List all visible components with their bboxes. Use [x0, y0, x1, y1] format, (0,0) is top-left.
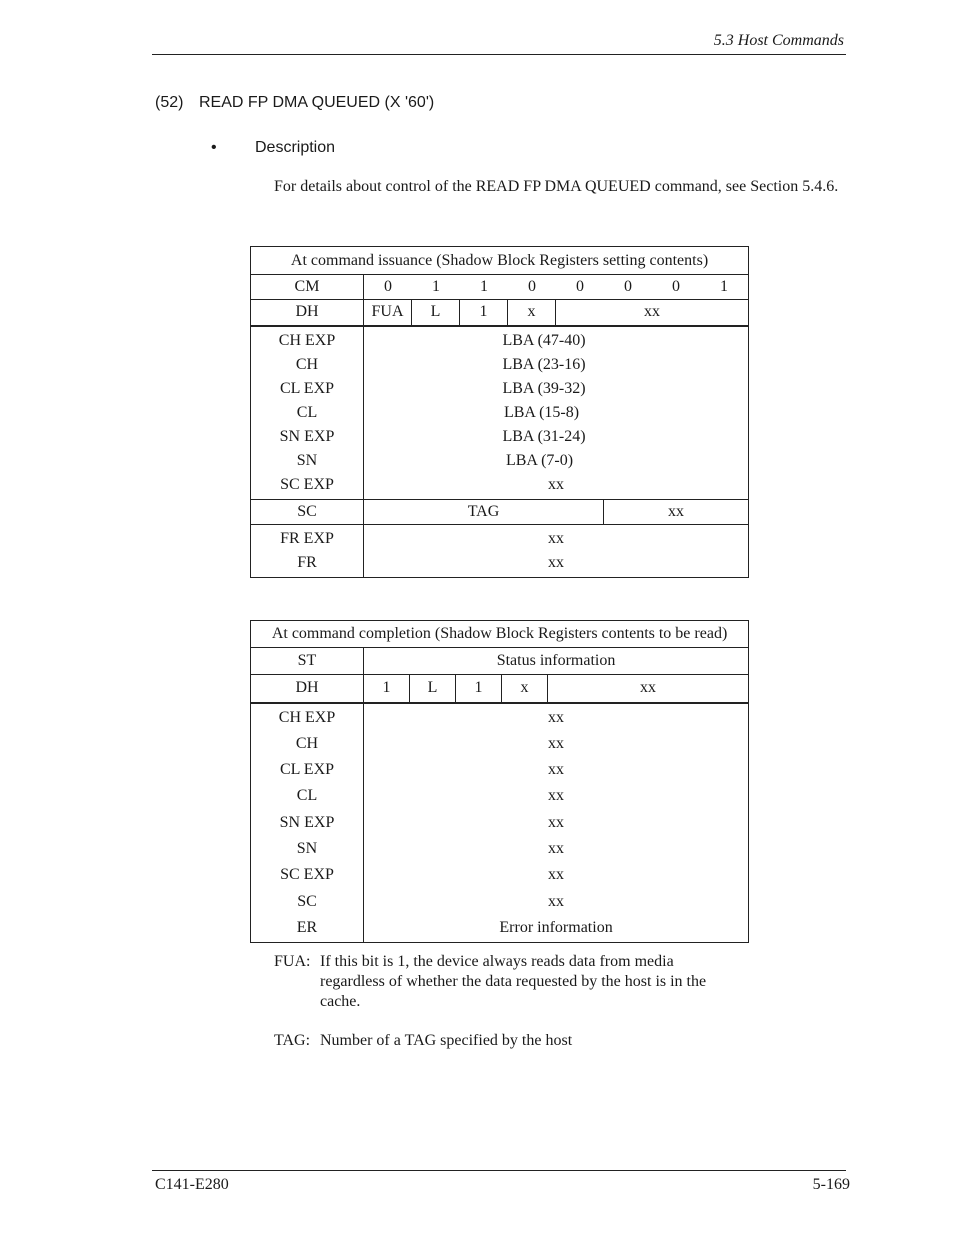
bullet-marker: • [211, 139, 217, 156]
cm-bit: 1 [480, 278, 488, 295]
register-value: LBA (15-8) [503, 403, 580, 421]
running-header: 5.3 Host Commands [713, 32, 844, 49]
dh-one: 1 [460, 300, 508, 326]
fua-note-line1: If this bit is 1, the device always reads data from media [320, 953, 674, 970]
register-label: CL [296, 787, 318, 805]
sc-rest: xx [604, 499, 749, 524]
register-label: SN EXP [279, 427, 335, 445]
issuance-table-title: At command issuance (Shadow Block Registers setting contents) [251, 247, 749, 275]
dh-rest: xx [548, 675, 749, 703]
cm-bit: 0 [384, 278, 392, 295]
dh-l: L [412, 300, 460, 326]
register-label: SC [297, 892, 317, 910]
cm-bit: 0 [576, 278, 584, 295]
description-paragraph: For details about control of the READ FP DMA QUEUED command, see Section 5.4.6. [274, 178, 839, 195]
register-value: xx [548, 892, 565, 910]
register-value: LBA (7-0) [505, 451, 574, 469]
register-label: CH [295, 734, 319, 752]
dh-rest: xx [556, 300, 749, 326]
register-value: xx [548, 787, 565, 805]
dh-one: 1 [456, 675, 502, 703]
register-label: CL [296, 403, 318, 421]
register-value: LBA (31-24) [502, 427, 586, 445]
fua-note-label: FUA: [274, 953, 311, 970]
register-value: xx [548, 553, 565, 571]
tag-note-label: TAG: [274, 1032, 311, 1049]
sc-label: SC [251, 499, 364, 524]
st-value: Status information [364, 648, 749, 675]
register-label: CH EXP [278, 708, 336, 726]
register-label: SN [296, 451, 318, 469]
lba-values [364, 326, 749, 500]
register-label: FR [297, 553, 317, 571]
cm-label: CM [251, 275, 364, 300]
tag-note [274, 1031, 572, 1051]
register-label: SN [296, 839, 318, 857]
completion-table-title: At command completion (Shadow Block Registers contents to be read) [251, 621, 749, 648]
register-label: SC EXP [280, 866, 334, 884]
completion-labels [251, 703, 364, 943]
register-value: xx [548, 813, 565, 831]
fr-labels [251, 524, 364, 577]
register-label: SN EXP [279, 813, 335, 831]
register-value: xx [548, 708, 565, 726]
cm-bit: 0 [528, 278, 536, 295]
fua-note-rest: regardless of whether the data requested by the host is in the cache. [320, 973, 707, 1010]
dh-l: L [410, 675, 456, 703]
document-id: C141-E280 [155, 1176, 229, 1193]
register-label: ER [296, 918, 318, 936]
register-label: SC EXP [280, 475, 334, 493]
register-label: CL EXP [279, 761, 335, 779]
register-value: xx [548, 475, 565, 493]
fr-values [364, 524, 749, 577]
register-value: xx [548, 761, 565, 779]
completion-values [364, 703, 749, 943]
section-number: (52) [155, 94, 184, 111]
cm-bit: 1 [720, 278, 728, 295]
cm-bit: 1 [432, 278, 440, 295]
register-label: CL EXP [279, 379, 335, 397]
page-number: 5-169 [812, 1176, 850, 1193]
register-label: CH [295, 355, 319, 373]
section-name: READ FP DMA QUEUED (X '60') [199, 94, 435, 111]
register-value: xx [548, 529, 565, 547]
dh-bit7: 1 [364, 675, 410, 703]
issuance-register-table [250, 246, 749, 578]
register-value: xx [548, 839, 565, 857]
header-rule [152, 54, 846, 55]
completion-register-table [250, 620, 749, 943]
register-value: Error information [499, 918, 613, 936]
cm-bit: 0 [672, 278, 680, 295]
register-value: LBA (23-16) [502, 355, 586, 373]
dh-x: x [508, 300, 556, 326]
sc-tag: TAG [364, 499, 604, 524]
dh-fua: FUA [364, 300, 412, 326]
dh-label: DH [251, 300, 364, 326]
register-value: xx [548, 866, 565, 884]
st-label: ST [251, 648, 364, 675]
cm-bits [364, 275, 749, 300]
dh-x: x [502, 675, 548, 703]
register-label: FR EXP [280, 529, 334, 547]
cm-bit: 0 [624, 278, 632, 295]
register-value: LBA (47-40) [502, 331, 586, 349]
section-title [155, 94, 434, 112]
footer-rule [152, 1170, 846, 1171]
register-value: LBA (39-32) [502, 379, 586, 397]
register-value: xx [548, 734, 565, 752]
register-label: CH EXP [278, 331, 336, 349]
bullet-label: Description [255, 139, 336, 156]
fua-note [274, 952, 754, 1012]
dh-label: DH [251, 675, 364, 703]
tag-note-text: Number of a TAG specified by the host [320, 1032, 573, 1049]
